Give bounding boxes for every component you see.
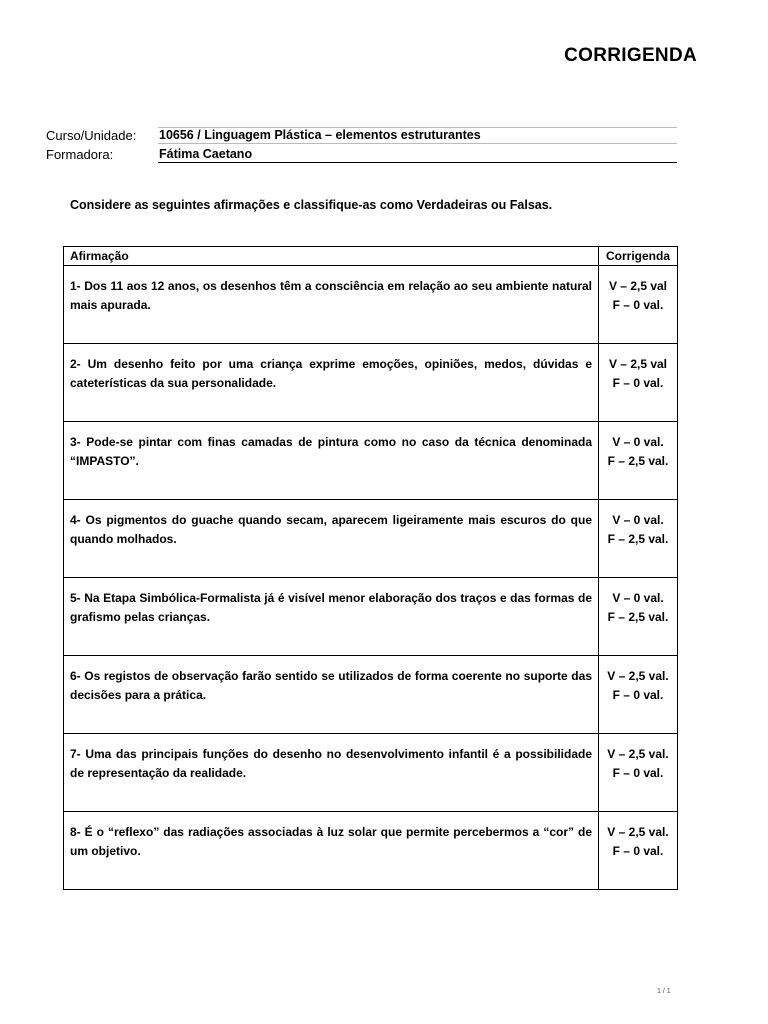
table-body [64, 266, 678, 890]
true-grade: V – 2,5 val. [607, 747, 669, 761]
statement-cell: 5- Na Etapa Simbólica-Formalista já é visível menor elaboração dos traços e das formas de grafismo pelas crianças. [64, 578, 599, 656]
statement-column-header: Afirmação [64, 247, 599, 266]
grade-cell [599, 500, 678, 578]
statement-cell: 2- Um desenho feito por uma criança exprime emoções, opiniões, medos, dúvidas e cateterísticas da sua personalidade. [64, 344, 599, 422]
table-row [64, 500, 678, 578]
statement-cell: 7- Uma das principais funções do desenho no desenvolvimento infantil é a possibilidade de representação da realidade. [64, 734, 599, 812]
statement-cell: 4- Os pigmentos do guache quando secam, aparecem ligeiramente mais escuros do que quando molhados. [64, 500, 599, 578]
false-grade: F – 0 val. [612, 844, 664, 858]
true-grade: V – 0 val. [612, 513, 664, 527]
true-grade: V – 2,5 val. [607, 669, 669, 683]
grade-column-header: Corrigenda [599, 247, 678, 266]
document-title: CORRIGENDA [564, 45, 697, 66]
false-grade: F – 2,5 val. [607, 454, 669, 468]
table-row [64, 422, 678, 500]
table-row [64, 578, 678, 656]
false-grade: F – 0 val. [612, 298, 664, 312]
course-value [158, 127, 677, 144]
trainer-value: Fátima Caetano [158, 147, 677, 163]
true-grade: V – 2,5 val [608, 357, 668, 371]
table-row [64, 266, 678, 344]
trainer-row [46, 147, 253, 162]
course-name: Linguagem Plástica – elementos estruturantes [200, 128, 481, 142]
grade-cell [599, 812, 678, 890]
grade-cell [599, 344, 678, 422]
course-code: 10656 / [159, 128, 201, 142]
table-row [64, 344, 678, 422]
course-row [46, 128, 481, 143]
statement-cell: 8- É o “reflexo” das radiações associadas à luz solar que permite percebermos a “cor” de um objetivo. [64, 812, 599, 890]
true-grade: V – 0 val. [612, 435, 664, 449]
instruction-text: Considere as seguintes afirmações e classifique-as como Verdadeiras ou Falsas. [70, 198, 553, 212]
table-row [64, 812, 678, 890]
true-grade: V – 2,5 val [608, 279, 668, 293]
true-grade: V – 2,5 val. [607, 825, 669, 839]
grade-cell [599, 266, 678, 344]
course-label: Curso/Unidade: [46, 128, 137, 143]
grade-cell [599, 734, 678, 812]
false-grade: F – 2,5 val. [607, 610, 669, 624]
table-row [64, 734, 678, 812]
table-row [64, 656, 678, 734]
false-grade: F – 0 val. [612, 376, 664, 390]
statement-cell: 1- Dos 11 aos 12 anos, os desenhos têm a consciência em relação ao seu ambiente natural mais apurada. [64, 266, 599, 344]
page-number: 1 / 1 [657, 988, 671, 995]
false-grade: F – 0 val. [612, 688, 664, 702]
true-grade: V – 0 val. [612, 591, 664, 605]
false-grade: F – 2,5 val. [607, 532, 669, 546]
answer-key-table [63, 246, 678, 890]
statement-cell: 3- Pode-se pintar com finas camadas de pintura como no caso da técnica denominada “IMPASTO”. [64, 422, 599, 500]
grade-cell [599, 656, 678, 734]
table-header-row [64, 247, 678, 266]
statement-cell: 6- Os registos de observação farão sentido se utilizados de forma coerente no suporte das decisões para a prática. [64, 656, 599, 734]
trainer-label: Formadora: [46, 147, 114, 162]
grade-cell [599, 578, 678, 656]
false-grade: F – 0 val. [612, 766, 664, 780]
grade-cell [599, 422, 678, 500]
